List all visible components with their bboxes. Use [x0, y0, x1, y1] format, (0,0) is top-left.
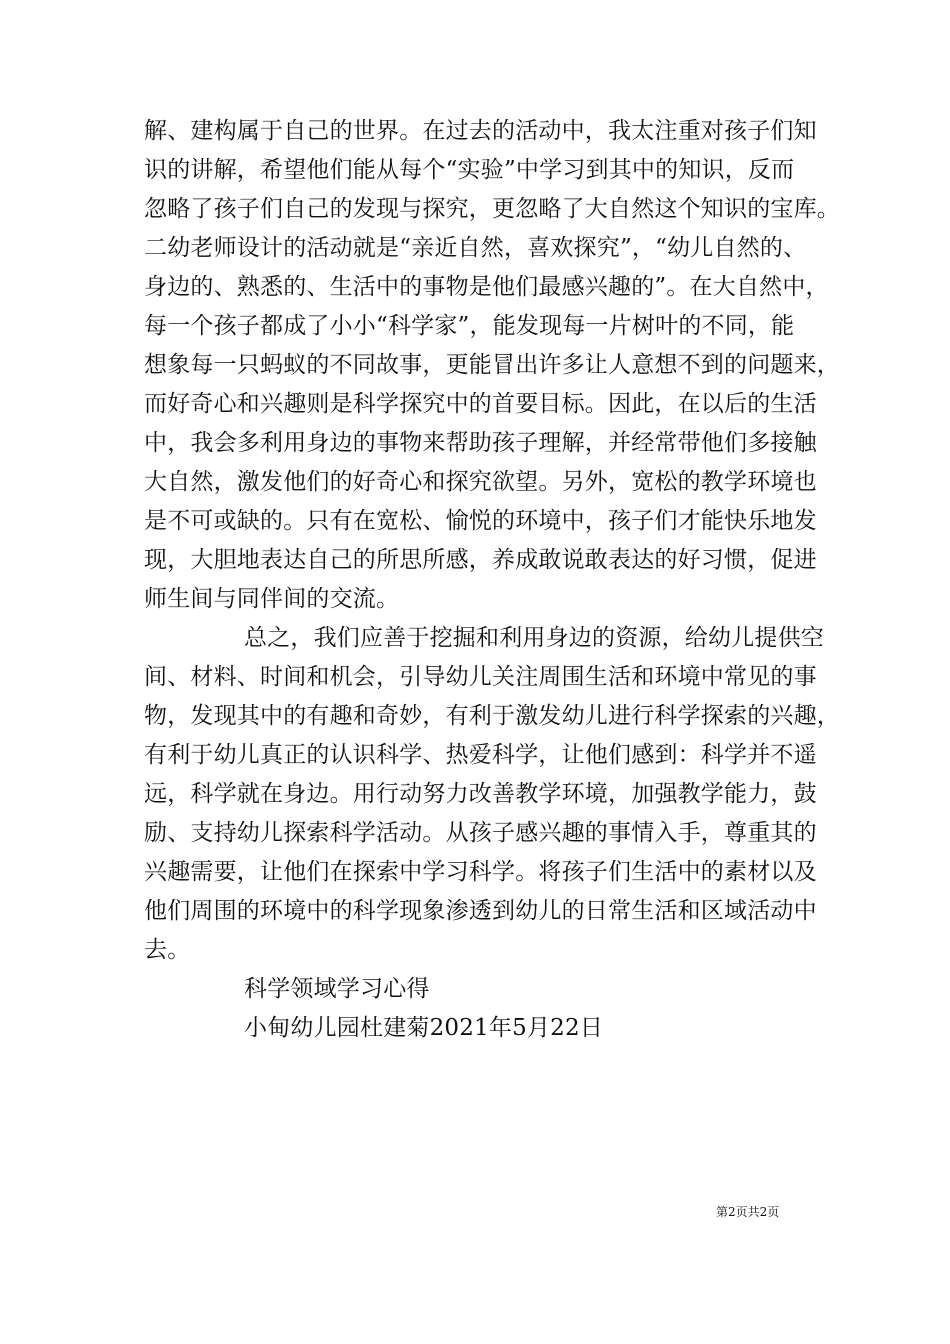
text-line: 师生间与同伴间的交流。: [144, 586, 400, 612]
text-line: 有利于幼儿真正的认识科学、热爱科学，让他们感到：科学并不遥: [144, 742, 817, 768]
text-line: 每一个孩子都成了小小“科学家”，能发现每一片树叶的不同，能: [144, 313, 795, 339]
text-line: 而好奇心和兴趣则是科学探究中的首要目标。因此，在以后的生活: [144, 391, 817, 417]
text-line: 想象每一只蚂蚁的不同故事，更能冒出许多让人意想不到的问题来，: [144, 352, 840, 378]
text-line: 他们周围的环境中的科学现象渗透到幼儿的日常生活和区域活动中: [144, 898, 817, 924]
text-line: 解、建构属于自己的世界。在过去的活动中，我太注重对孩子们知: [144, 118, 817, 144]
text-line: 忽略了孩子们自己的发现与探究，更忽略了大自然这个知识的宝库。: [144, 196, 840, 222]
page-number: 第2页共2页: [716, 1205, 780, 1219]
text-line: 现，大胆地表达自己的所思所感，养成敢说敢表达的好习惯，促进: [144, 547, 817, 573]
document-title: 科学领域学习心得: [244, 976, 430, 1002]
text-line: 物，发现其中的有趣和奇妙，有利于激发幼儿进行科学探索的兴趣，: [144, 703, 840, 729]
paragraph-start-line: 总之，我们应善于挖掘和利用身边的资源，给幼儿提供空: [244, 625, 824, 651]
text-line: 远，科学就在身边。用行动努力改善教学环境，加强教学能力，鼓: [144, 781, 817, 807]
text-line: 中，我会多利用身边的事物来帮助孩子理解，并经常带他们多接触: [144, 430, 817, 456]
text-line: 大自然，激发他们的好奇心和探究欲望。另外，宽松的教学环境也: [144, 469, 817, 495]
text-line: 间、材料、时间和机会，引导幼儿关注周围生活和环境中常见的事: [144, 664, 817, 690]
body-text: [144, 112, 840, 1048]
text-line: 二幼老师设计的活动就是“亲近自然，喜欢探究”，“幼儿自然的、: [144, 235, 807, 261]
text-line: 识的讲解，希望他们能从每个“实验”中学习到其中的知识，反而: [144, 157, 795, 183]
text-line: 励、支持幼儿探索科学活动。从孩子感兴趣的事情入手，尊重其的: [144, 820, 817, 846]
author-date-line: 小甸幼儿园杜建菊2021年5月22日: [244, 1015, 604, 1041]
text-line: 兴趣需要，让他们在探索中学习科学。将孩子们生活中的素材以及: [144, 859, 817, 885]
text-line: 是不可或缺的。只有在宽松、愉悦的环境中，孩子们才能快乐地发: [144, 508, 817, 534]
text-line: 身边的、熟悉的、生活中的事物是他们最感兴趣的”。在大自然中，: [144, 274, 829, 300]
text-line: 去。: [144, 937, 191, 963]
